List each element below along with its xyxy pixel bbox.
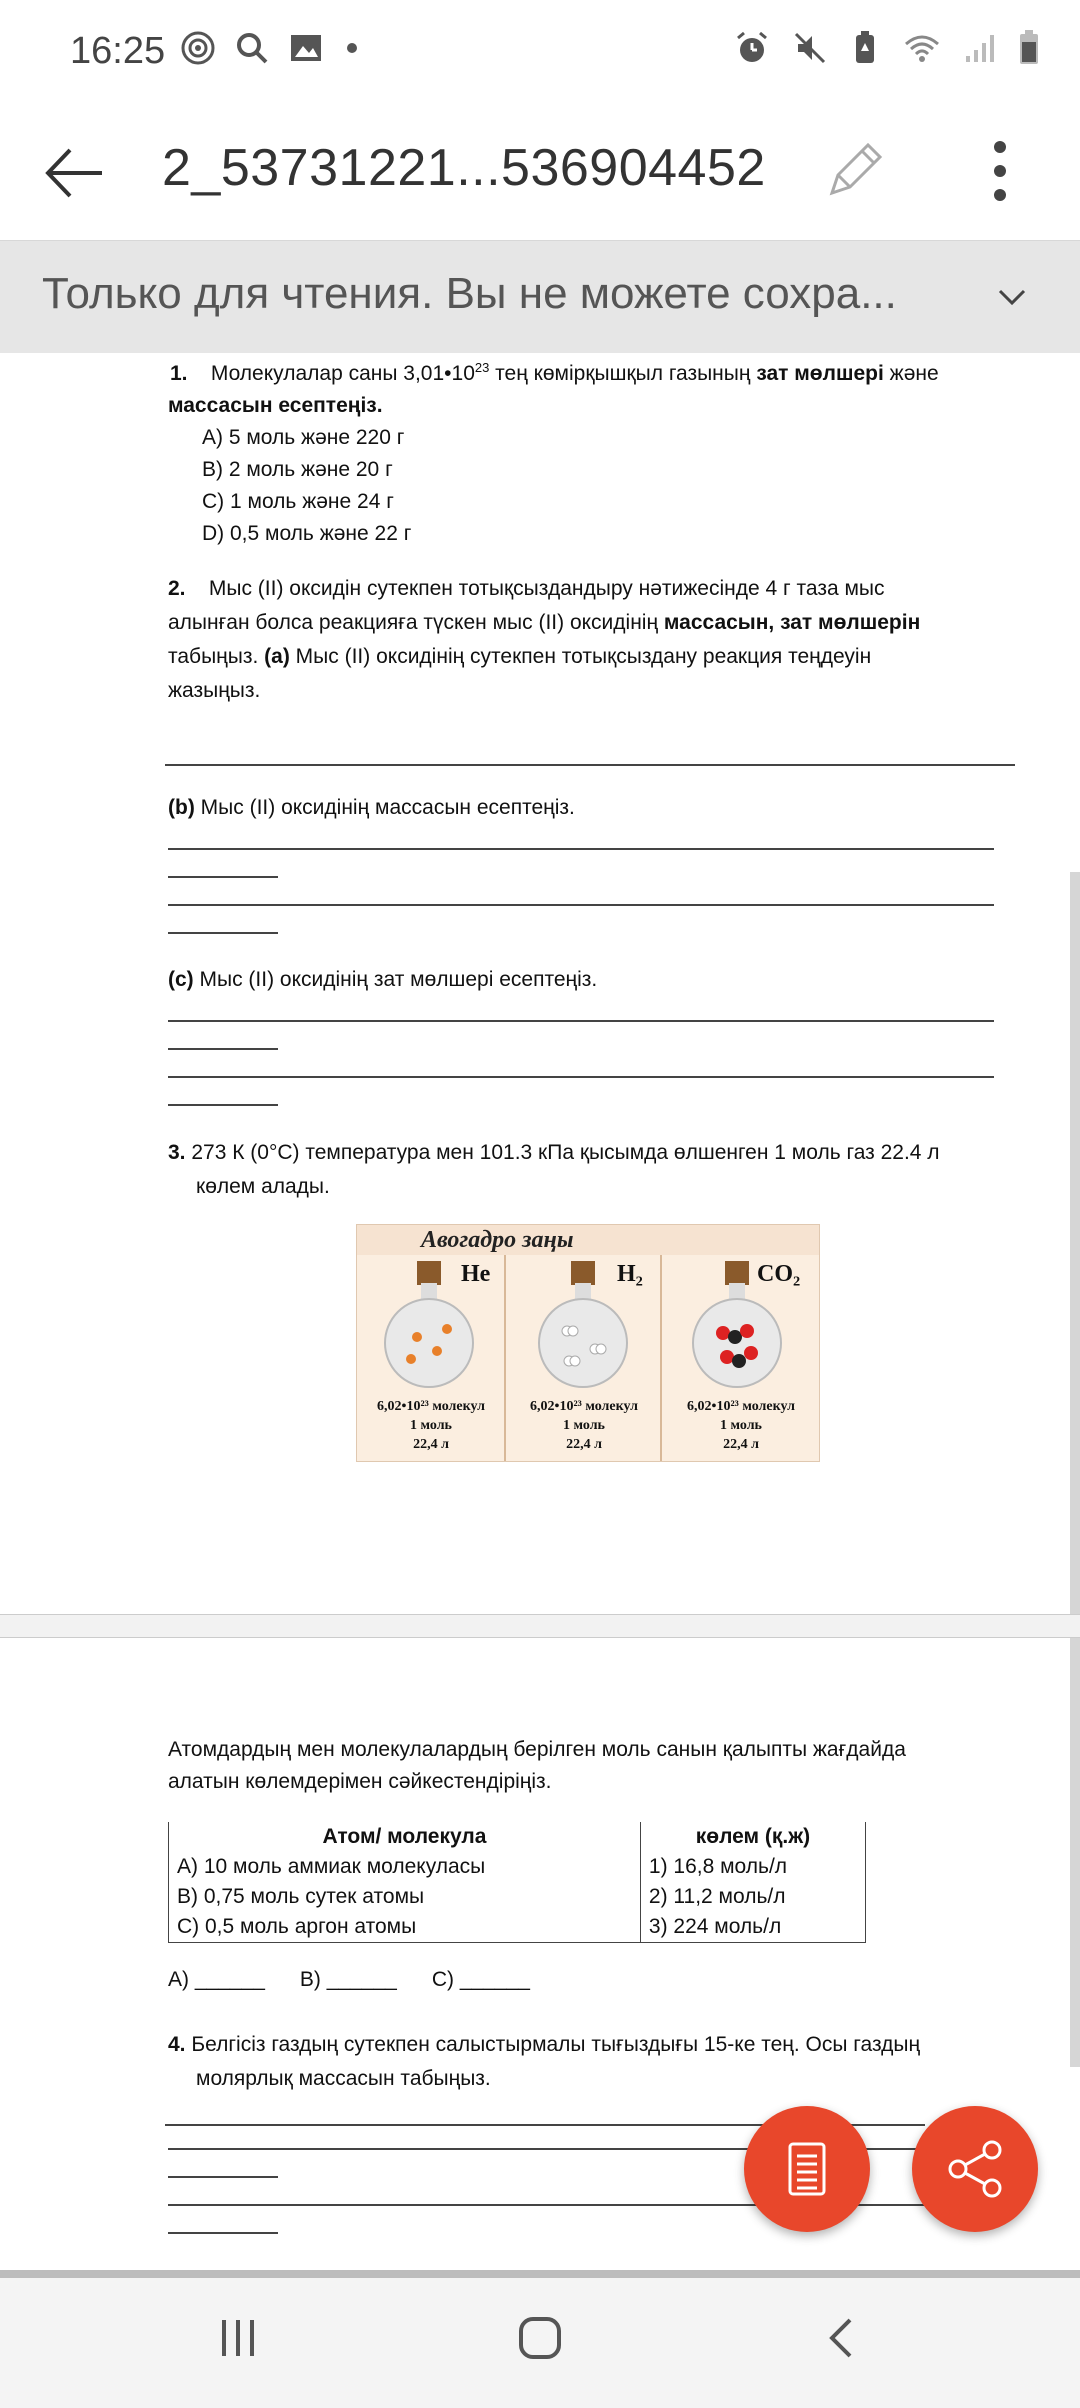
scrollbar[interactable] — [1070, 872, 1080, 2067]
q2-line3c: Мыс (II) оксидінің сутекпен тотықсыздану реакция теңдеуін — [289, 645, 872, 668]
answer-line — [168, 1076, 994, 1078]
q3-line2: көлем алады. — [196, 1175, 330, 1198]
table-cell: C) 0,5 моль аргон атомы — [169, 1912, 641, 1943]
table-header: Атом/ молекула — [169, 1822, 641, 1852]
q2-line3a: табыңыз. — [168, 645, 265, 668]
document-viewport[interactable] — [0, 352, 1080, 2270]
matching-intro — [168, 1734, 998, 1798]
read-only-banner[interactable] — [0, 240, 1080, 353]
q4-line2: молярлық массасын табыңыз. — [196, 2067, 491, 2090]
answer-line — [168, 1048, 278, 1050]
match-intro-line1: Атомдардың мен молекулалардың берілген моль санын қалыпты жағдайда — [168, 1738, 906, 1761]
q4-line1: Белгісіз газдың сутекпен салыстырмалы тығыздығы 15-ке тең. Осы газдың — [191, 2033, 921, 2056]
q1-superscript: 23 — [474, 360, 490, 375]
q1-bold-b: массасын есептеңіз. — [168, 394, 383, 417]
more-options-icon[interactable] — [980, 135, 1020, 207]
recent-apps-icon[interactable] — [216, 2316, 260, 2360]
flask-vol: 22,4 л — [566, 1437, 602, 1452]
flask-count: 6,02•10²³ молекул — [377, 1399, 485, 1414]
status-icons-left — [180, 30, 362, 66]
table-header-row — [169, 1822, 866, 1852]
flask-mol: 1 моль — [410, 1418, 452, 1433]
flask-label-he: He — [461, 1261, 491, 1287]
question-1 — [168, 352, 998, 550]
wifi-icon — [902, 30, 942, 66]
answer-line — [165, 764, 1015, 766]
q1-text-b: тең көмірқышқыл газының — [489, 362, 757, 385]
flask-caption-h2 — [507, 1397, 661, 1454]
flask-count: 6,02•10²³ молекул — [530, 1399, 638, 1414]
flask-mol: 1 моль — [720, 1418, 762, 1433]
answer-line — [168, 848, 994, 850]
status-bar — [0, 0, 1080, 110]
answer-line — [168, 1020, 994, 1022]
home-icon[interactable] — [516, 2314, 564, 2362]
flask-count: 6,02•10²³ молекул — [687, 1399, 795, 1414]
answer-line — [168, 1104, 278, 1106]
match-answers: A) ______ B) ______ C) ______ — [168, 1968, 530, 1991]
document-mode-button[interactable] — [744, 2106, 870, 2232]
table-cell: 3) 224 моль/л — [640, 1912, 865, 1943]
q2-line4: жазыңыз. — [168, 679, 261, 702]
question-2 — [168, 572, 998, 708]
answer-line — [168, 904, 994, 906]
q1-option-b: B) 2 моль және 20 г — [202, 458, 393, 481]
q1-text-c: және — [883, 362, 939, 385]
q1-text-a: Молекулалар саны 3,01•10 — [210, 362, 475, 385]
q1-bold-a: зат мөлшері — [756, 362, 884, 385]
page-break — [0, 1614, 1080, 1638]
question-2b — [168, 792, 998, 824]
table-header: көлем (қ.ж) — [640, 1822, 865, 1852]
q2-line1: Мыс (II) оксидін сутекпен тотықсыздандыру нәтижесінде 4 г таза мыс — [208, 577, 885, 600]
table-cell: A) 10 моль аммиак молекуласы — [169, 1852, 641, 1882]
table-row — [169, 1852, 866, 1882]
document-title: 2_53731221...536904452 — [162, 139, 766, 197]
q1-option-d: D) 0,5 моль және 22 г — [202, 522, 412, 545]
q2-line2a: алынған болса реакцияға түскен мыс (II) оксидінің — [168, 611, 664, 634]
table-cell: 2) 11,2 моль/л — [640, 1882, 865, 1912]
table-row — [169, 1912, 866, 1943]
table-cell: 1) 16,8 моль/л — [640, 1852, 865, 1882]
q1-number: 1. — [170, 362, 188, 385]
flask-vol: 22,4 л — [723, 1437, 759, 1452]
status-icons-right — [734, 30, 1040, 66]
signal-icon — [964, 30, 996, 66]
back-arrow-icon[interactable] — [40, 138, 110, 208]
table-row — [169, 1882, 866, 1912]
match-intro-line2: алатын көлемдерімен сәйкестендіріңіз. — [168, 1770, 552, 1793]
status-time: 16:25 — [70, 30, 166, 72]
chevron-down-icon[interactable] — [994, 279, 1030, 315]
edit-pencil-icon[interactable] — [818, 135, 890, 207]
hotspot-icon — [180, 30, 216, 66]
q1-option-a: A) 5 моль және 220 г — [202, 426, 405, 449]
flask-label-co2: CO₂ — [757, 1261, 801, 1287]
avogadro-image — [356, 1224, 820, 1462]
q2c-text: Мыс (II) оксидінің зат мөлшері есептеңіз. — [193, 968, 598, 991]
share-button[interactable] — [912, 2106, 1038, 2232]
question-4 — [168, 2028, 998, 2096]
avogadro-title: Авогадро заңы — [421, 1227, 574, 1253]
q2b-text: Мыс (II) оксидінің массасын есептеңіз. — [194, 796, 575, 819]
flask-caption-he — [357, 1397, 505, 1454]
q1-option-c: C) 1 моль және 24 г — [202, 490, 394, 513]
q1-options — [202, 422, 998, 550]
share-icon — [912, 2106, 1038, 2232]
q2-number: 2. — [168, 577, 186, 600]
flask-label-h2: H₂ — [617, 1261, 643, 1287]
q2-line2b: массасын, зат мөлшерін — [663, 611, 921, 634]
search-icon — [234, 30, 270, 66]
matching-table — [168, 1822, 866, 1943]
document-icon — [744, 2106, 870, 2232]
answer-line — [168, 2176, 278, 2178]
battery-icon — [1018, 30, 1040, 66]
mute-icon — [792, 30, 828, 66]
dot-icon — [342, 30, 362, 66]
answer-line — [168, 876, 278, 878]
table-cell: B) 0,75 моль сутек атомы — [169, 1882, 641, 1912]
flask-mol: 1 моль — [563, 1418, 605, 1433]
battery-saver-icon — [850, 30, 880, 66]
q3-line1: 273 К (0°С) температура мен 101.3 кПа қысымда өлшенген 1 моль газ 22.4 л — [191, 1141, 940, 1164]
question-2c — [168, 964, 998, 996]
q2-line3b: (a) — [264, 645, 290, 668]
q2b-label: (b) — [168, 796, 195, 819]
app-bar — [0, 110, 1080, 240]
q3-number: 3. — [168, 1141, 186, 1164]
question-3 — [168, 1136, 998, 1204]
answer-line — [168, 2232, 278, 2234]
image-icon — [288, 30, 324, 66]
q4-number: 4. — [168, 2033, 186, 2056]
read-only-text: Только для чтения. Вы не можете сохра... — [42, 269, 897, 318]
flask-caption-co2 — [663, 1397, 819, 1454]
q2c-label: (c) — [168, 968, 194, 991]
back-icon[interactable] — [822, 2314, 862, 2362]
system-nav-bar — [0, 2270, 1080, 2408]
alarm-icon — [734, 30, 770, 66]
answer-line — [168, 932, 278, 934]
flask-vol: 22,4 л — [413, 1437, 449, 1452]
